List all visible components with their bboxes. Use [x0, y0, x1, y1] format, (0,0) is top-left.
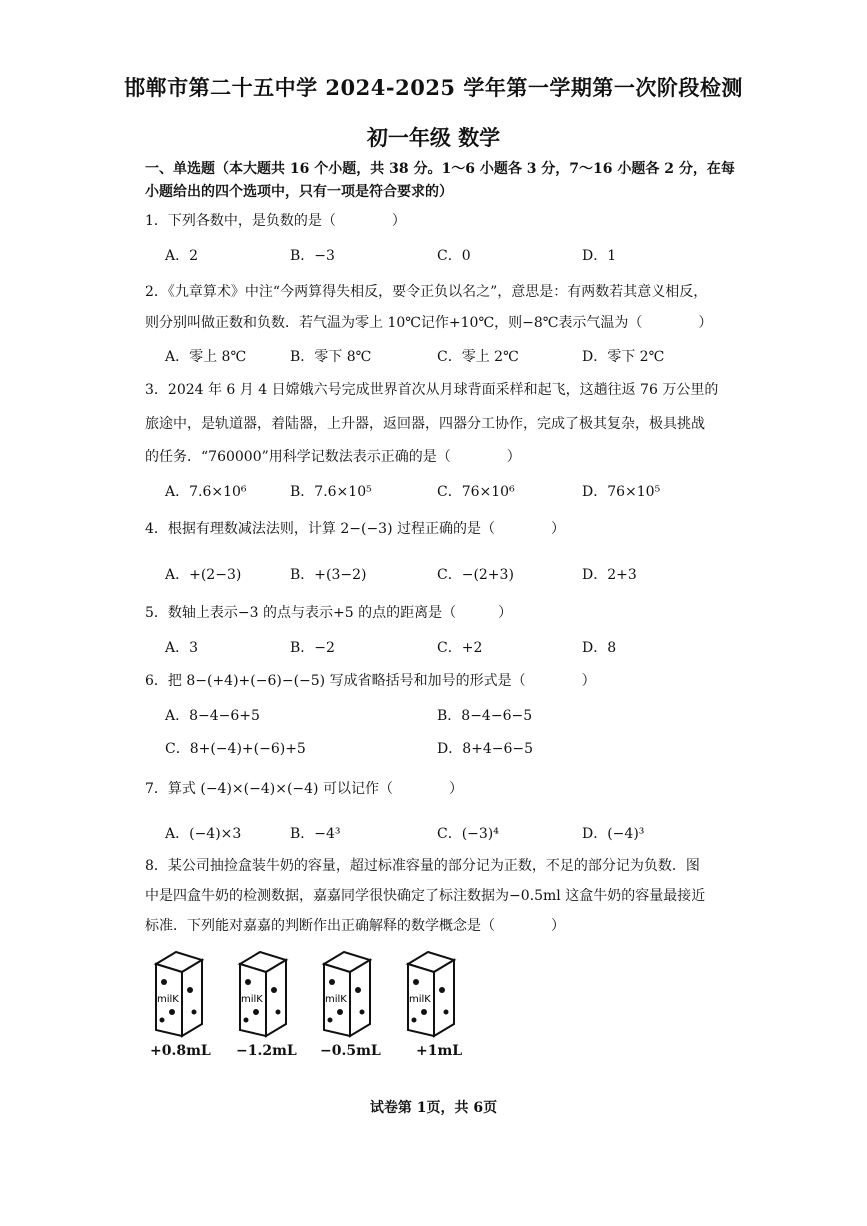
milk-label: +0.8mL [150, 1043, 211, 1059]
q6-option-b: B．8−4−6−5 [437, 708, 533, 724]
question-8-stem-cont2: 标准．下列能对嘉嘉的判断作出正确解释的数学概念是（ ） [145, 918, 565, 934]
question-3-stem-cont2: 的任务．“760000”用科学记数法表示正确的是（ ） [145, 449, 521, 465]
section-heading-cont: 小题给出的四个选项中，只有一项是符合要求的） [145, 184, 453, 200]
question-7-stem: 7．算式 (−4)×(−4)×(−4) 可以记作（ ） [145, 781, 463, 797]
q5-option-b: B．−2 [290, 640, 335, 656]
milk-label: +1mL [416, 1043, 463, 1059]
q7-option-b: B．−4³ [290, 826, 341, 842]
milk-carton-icon [142, 950, 212, 1038]
milk-carton-icon [226, 950, 296, 1038]
milk-carton-text: milK [157, 994, 179, 1005]
question-8-stem-cont1: 中是四盒牛奶的检测数据，嘉嘉同学很快确定了标注数据为−0.5ml 这盒牛奶的容量最接近 [145, 888, 706, 904]
q2-option-a: A．零上 8℃ [165, 349, 247, 365]
exam-title: 邯郸市第二十五中学 2024-2025 学年第一学期第一次阶段检测 [124, 75, 743, 100]
question-2-stem: 2．《九章算术》中注“今两算得失相反，要令正负以名之”，意思是：有两数若其意义相反， [145, 284, 708, 300]
q7-option-a: A．(−4)×3 [165, 826, 242, 842]
question-4-stem: 4．根据有理数减法法则，计算 2−(−3) 过程正确的是（ ） [145, 521, 566, 537]
q5-option-d: D．8 [582, 640, 617, 656]
q2-option-c: C．零上 2℃ [437, 349, 519, 365]
q1-option-d: D．1 [582, 248, 617, 264]
q2-option-b: B．零下 8℃ [290, 349, 372, 365]
question-5-stem: 5．数轴上表示−3 的点与表示+5 的点的距离是（ ） [145, 605, 513, 621]
question-6-stem: 6．把 8−(+4)+(−6)−(−5) 写成省略括号和加号的形式是（ ） [145, 673, 596, 689]
milk-label: −1.2mL [236, 1043, 297, 1059]
q7-option-d: D．(−4)³ [582, 826, 645, 842]
milk-label: −0.5mL [320, 1043, 381, 1059]
q4-option-c: C．−(2+3) [437, 567, 514, 583]
q1-option-a: A．2 [165, 248, 199, 264]
q6-option-c: C．8+(−4)+(−6)+5 [165, 741, 306, 757]
page-footer: 试卷第 1页，共 6页 [369, 1100, 498, 1116]
milk-carton-text: milK [325, 994, 347, 1005]
q6-option-a: A．8−4−6+5 [165, 708, 260, 724]
q6-option-d: D．8+4−6−5 [437, 741, 534, 757]
q4-option-a: A．+(2−3) [165, 567, 242, 583]
q3-option-c: C．76×10⁶ [437, 484, 515, 500]
exam-subtitle: 初一年级 数学 [366, 125, 501, 150]
q3-option-b: B．7.6×10⁵ [290, 484, 372, 500]
question-1-stem: 1．下列各数中，是负数的是（ ） [145, 213, 406, 229]
question-3-stem: 3．2024 年 6 月 4 日嫦娥六号完成世界首次从月球背面采样和起飞，这趟往返 76 万公里的 [145, 382, 719, 398]
question-2-stem-cont: 则分别叫做正数和负数．若气温为零上 10℃记作+10℃，则−8℃表示气温为（ ） [145, 315, 713, 331]
milk-carton-text: milK [241, 994, 263, 1005]
question-8-stem: 8．某公司抽捡盒装牛奶的容量，超过标准容量的部分记为正数，不足的部分记为负数．图 [145, 858, 700, 874]
milk-carton-icon [394, 950, 464, 1038]
q4-option-d: D．2+3 [582, 567, 637, 583]
q4-option-b: B．+(3−2) [290, 567, 367, 583]
section-heading: 一、单选题（本大题共 16 个小题，共 38 分。1～6 小题各 3 分，7～16 小题各 2 分，在每 [145, 161, 735, 177]
q2-option-d: D．零下 2℃ [582, 349, 665, 365]
q5-option-a: A．3 [165, 640, 199, 656]
q7-option-c: C．(−3)⁴ [437, 826, 499, 842]
q3-option-a: A．7.6×10⁶ [165, 484, 247, 500]
q1-option-c: C．0 [437, 248, 471, 264]
milk-carton-text: milK [409, 994, 431, 1005]
milk-carton-icon [310, 950, 380, 1038]
q3-option-d: D．76×10⁵ [582, 484, 661, 500]
q1-option-b: B．−3 [290, 248, 335, 264]
question-3-stem-cont1: 旅途中，是轨道器，着陆器，上升器，返回器，四器分工协作，完成了极其复杂，极具挑战 [145, 416, 705, 432]
q5-option-c: C．+2 [437, 640, 483, 656]
